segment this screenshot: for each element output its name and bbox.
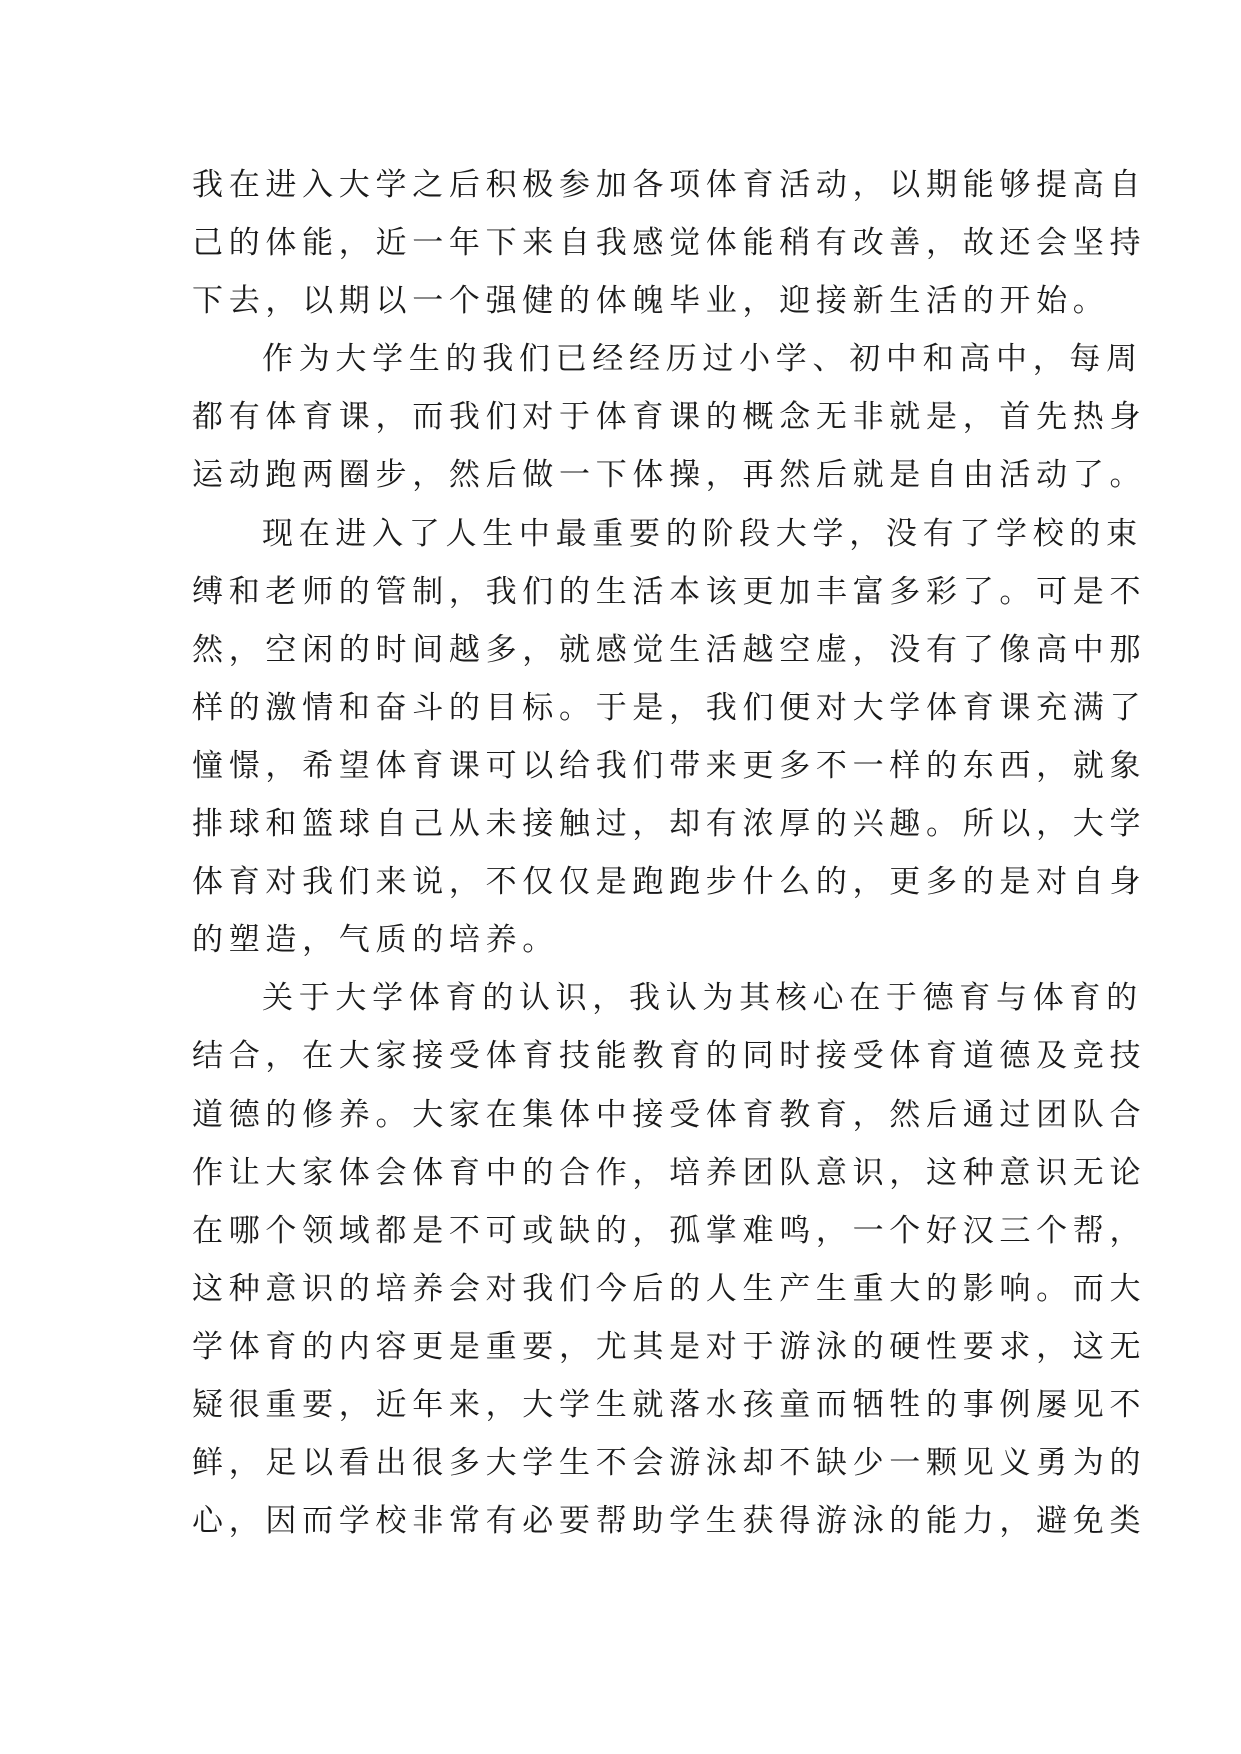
text-line: 作让大家体会体育中的合作，培养团队意识，这种意识无论 bbox=[192, 1154, 1147, 1191]
paragraph-4 bbox=[192, 969, 1147, 1550]
text-line: 都有体育课，而我们对于体育课的概念无非就是，首先热身 bbox=[192, 399, 1147, 436]
text-line: 心，因而学校非常有必要帮助学生获得游泳的能力，避免类 bbox=[192, 1503, 1147, 1540]
text-line: 样的激情和奋斗的目标。于是，我们便对大学体育课充满了 bbox=[192, 689, 1147, 726]
document-body bbox=[192, 156, 1147, 1550]
paragraph-1 bbox=[192, 156, 1147, 330]
text-line: 在哪个领域都是不可或缺的，孤掌难鸣，一个好汉三个帮， bbox=[192, 1212, 1147, 1249]
text-line: 然，空闲的时间越多，就感觉生活越空虚，没有了像高中那 bbox=[192, 631, 1147, 668]
text-line: 学体育的内容更是重要，尤其是对于游泳的硬性要求，这无 bbox=[192, 1328, 1147, 1365]
text-line: 现在进入了人生中最重要的阶段大学，没有了学校的束 bbox=[262, 515, 1143, 552]
text-line: 憧憬，希望体育课可以给我们带来更多不一样的东西，就象 bbox=[192, 747, 1147, 784]
text-line: 缚和老师的管制，我们的生活本该更加丰富多彩了。可是不 bbox=[192, 573, 1147, 610]
text-line: 己的体能，近一年下来自我感觉体能稍有改善，故还会坚持 bbox=[192, 225, 1147, 262]
text-line: 体育对我们来说，不仅仅是跑跑步什么的，更多的是对自身 bbox=[192, 864, 1147, 901]
text-line: 的塑造，气质的培养。 bbox=[192, 922, 559, 959]
text-line: 结合，在大家接受体育技能教育的同时接受体育道德及竞技 bbox=[192, 1038, 1147, 1075]
text-line: 道德的修养。大家在集体中接受体育教育，然后通过团队合 bbox=[192, 1096, 1147, 1133]
text-line: 作为大学生的我们已经经历过小学、初中和高中，每周 bbox=[262, 341, 1143, 378]
text-line: 运动跑两圈步，然后做一下体操，再然后就是自由活动了。 bbox=[192, 457, 1147, 494]
paragraph-2 bbox=[192, 330, 1147, 504]
text-line: 关于大学体育的认识，我认为其核心在于德育与体育的 bbox=[262, 980, 1143, 1017]
text-line: 排球和篮球自己从未接触过，却有浓厚的兴趣。所以，大学 bbox=[192, 806, 1147, 843]
text-line: 鲜，足以看出很多大学生不会游泳却不缺少一颗见义勇为的 bbox=[192, 1445, 1147, 1482]
text-line: 下去，以期以一个强健的体魄毕业，迎接新生活的开始。 bbox=[192, 283, 1110, 320]
paragraph-3 bbox=[192, 505, 1147, 970]
text-line: 我在进入大学之后积极参加各项体育活动，以期能够提高自 bbox=[192, 167, 1147, 203]
text-line: 疑很重要，近年来，大学生就落水孩童而牺牲的事例屡见不 bbox=[192, 1386, 1147, 1423]
text-line: 这种意识的培养会对我们今后的人生产生重大的影响。而大 bbox=[192, 1270, 1147, 1307]
